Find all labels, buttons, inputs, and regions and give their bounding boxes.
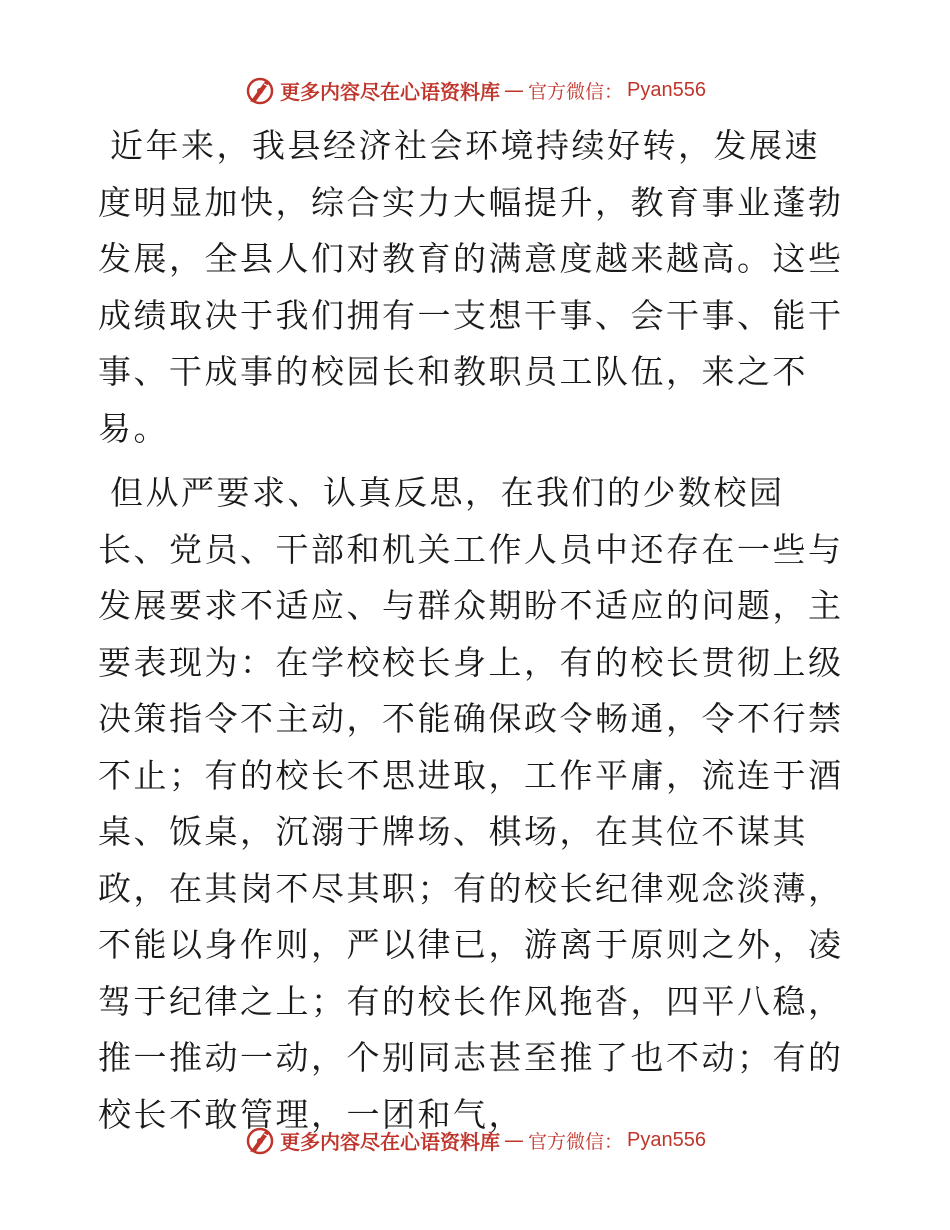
paragraph-2 xyxy=(98,465,850,1143)
quill-pen-circle-icon xyxy=(244,1124,276,1156)
footer-banner-dash: — xyxy=(504,1128,524,1152)
footer-banner-contact-id: Pyan556 xyxy=(627,1128,706,1151)
paragraph-1-text: 近年来，我县经济社会环境持续好转，发展速度明显加快，综合实力大幅提升，教育事业蓬勃发展，全县人们对教育的满意度越来越高。这些成绩取决于我们拥有一支想干事、会干事、能干事、干成事的校园长和教职员工队伍，来之不易。 xyxy=(98,126,844,448)
banner-contact-id: Pyan556 xyxy=(627,78,706,101)
paragraph-1 xyxy=(98,118,850,457)
quill-pen-circle-icon xyxy=(244,74,276,106)
footer-banner-title: 更多内容尽在心语资料库 xyxy=(280,1129,500,1154)
header-banner xyxy=(0,70,950,110)
banner-dash: — xyxy=(504,78,524,102)
banner-contact-label: 官方微信： xyxy=(528,80,624,103)
banner-title: 更多内容尽在心语资料库 xyxy=(280,79,500,104)
document-body xyxy=(98,118,850,1151)
paragraph-2-text: 但从严要求、认真反思，在我们的少数校园长、党员、干部和机关工作人员中还存在一些与发展要求不适应、与群众期盼不适应的问题，主要表现为：在学校校长身上，有的校长贯彻上级决策指令不主动，不能确保政令畅通，令不行禁不止；有的校长不思进取，工作平庸，流连于酒桌、饭桌，沉溺于牌场、棋场，在其位不谋其政，在其岗不尽其职；有的校长纪律观念淡薄，不能以身作则，严以律已，游离于原则之外，凌驾于纪律之上；有的校长作风拖沓，四平八稳，推一推动一动，个别同志甚至推了也不动；有的校长不敢管理，一团和气， xyxy=(98,473,844,1134)
footer-banner-contact-label: 官方微信： xyxy=(528,1130,624,1153)
footer-banner xyxy=(0,1120,950,1160)
